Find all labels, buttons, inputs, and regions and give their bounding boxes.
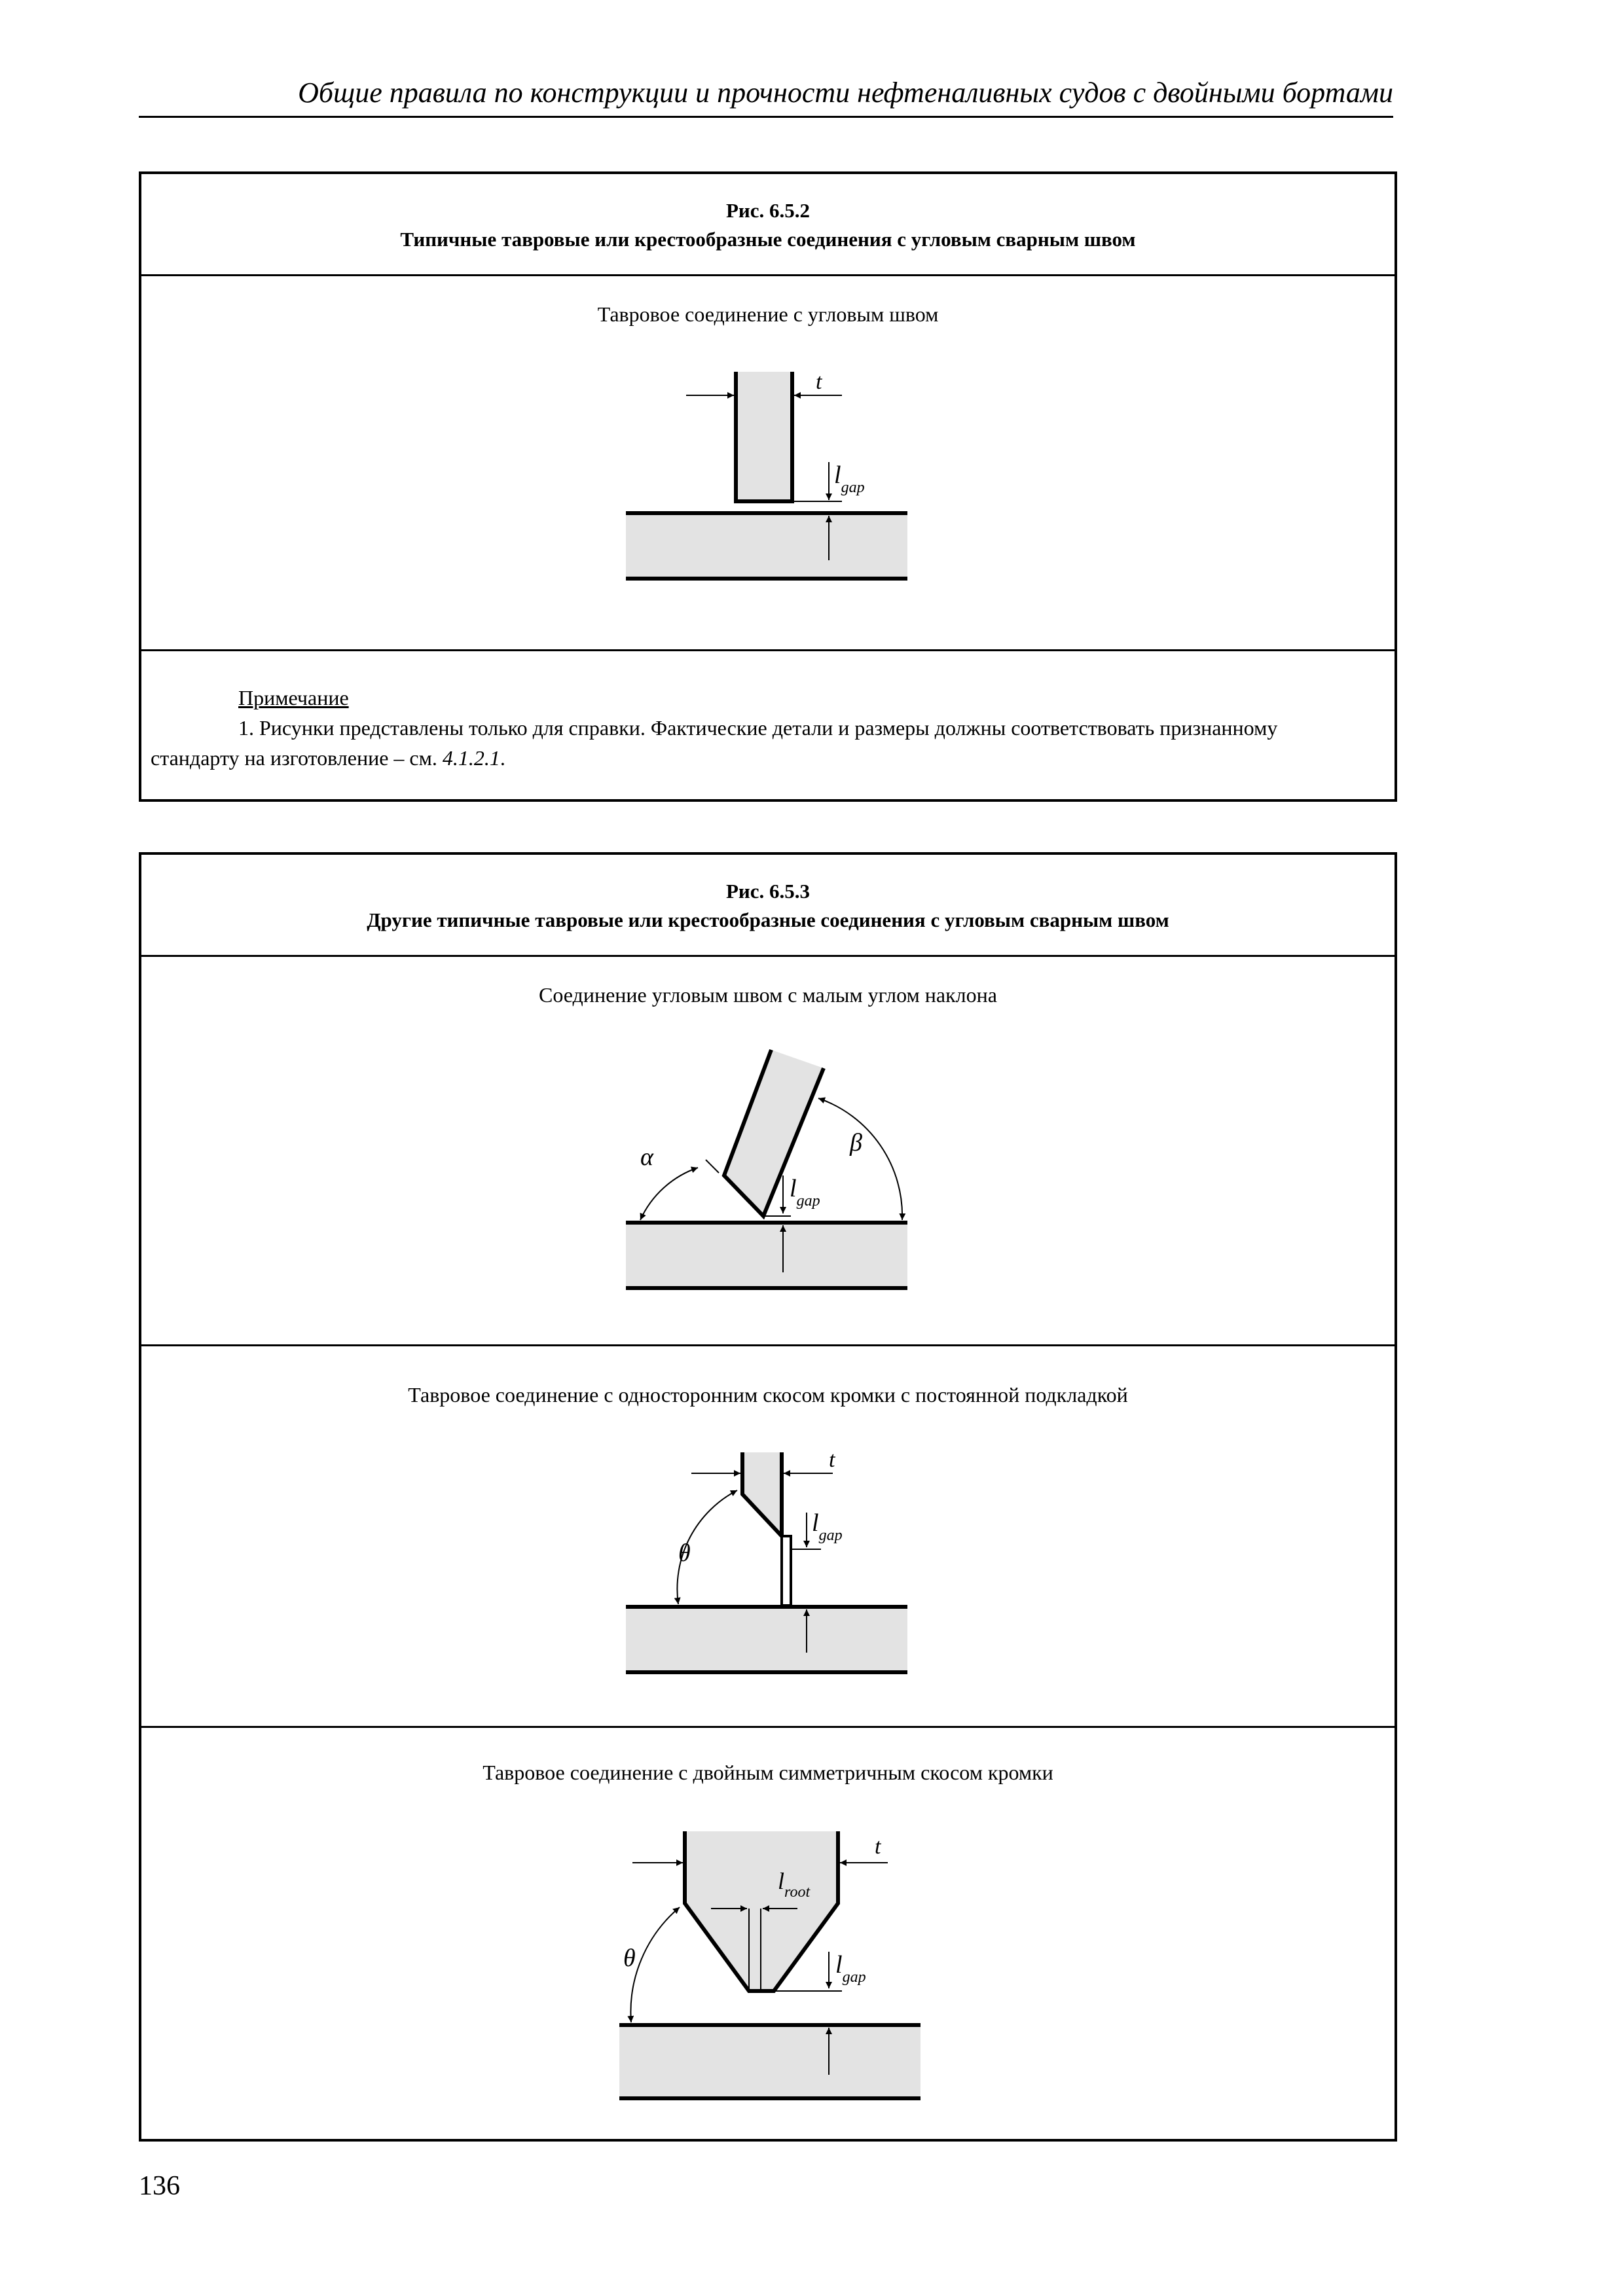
double-bevel-drawing [613, 1831, 953, 2119]
panel-double-bevel [141, 1728, 1395, 2139]
theta-label: θ [623, 1945, 636, 1972]
alpha-label: α [640, 1143, 653, 1171]
base-plate [626, 513, 907, 579]
gap-label: $l_{gap}$ [835, 1951, 866, 1986]
tee-fillet-drawing [619, 370, 921, 593]
beta-label: β [850, 1129, 862, 1157]
base-plate [626, 1607, 907, 1672]
figure-caption: Другие типичные тавровые или крестообразные соединения с угловым сварным швом [367, 908, 1169, 931]
web-plate [736, 372, 792, 501]
thickness-label: t [816, 370, 822, 394]
backing-strip [782, 1536, 791, 1605]
base-plate [626, 1223, 907, 1288]
thickness-label: t [875, 1835, 881, 1859]
theta-label: θ [678, 1539, 691, 1567]
panel-title: Тавровое соединение с угловым швом [597, 302, 939, 326]
figure-heading [141, 855, 1395, 957]
gap-label: $l_{gap}$ [834, 461, 865, 496]
figure-heading [141, 174, 1395, 276]
panel-tee-fillet [141, 276, 1395, 651]
section-reference: 4.1.2.1 [442, 746, 500, 770]
running-header [139, 71, 1393, 118]
figure-number: Рис. 6.5.2 [725, 199, 811, 222]
root-label: $l_{root}$ [778, 1868, 811, 1901]
gap-label: $l_{gap}$ [812, 1509, 843, 1544]
note-text-line-1: 1. Рисунки представлены только для справки. Фактические детали и размеры должны соответствовать признанному [238, 716, 1278, 740]
panel-title: Тавровое соединение с двойным симметричным скосом кромки [483, 1761, 1053, 1784]
figure-6-5-2 [139, 171, 1397, 802]
document-title: Общие правила по конструкции и прочности нефтеналивных судов с двойными бортами [298, 77, 1393, 109]
page-number: 136 [139, 2171, 180, 2201]
figure-note [141, 651, 1395, 799]
panel-title: Соединение угловым швом с малым углом наклона [539, 983, 997, 1007]
panel-single-bevel-backing [141, 1346, 1395, 1728]
gap-label: $l_{gap}$ [790, 1175, 820, 1210]
panel-small-angle-fillet [141, 957, 1395, 1346]
figure-6-5-3 [139, 852, 1397, 2142]
small-angle-fillet-drawing [600, 1045, 940, 1319]
single-bevel-drawing [613, 1452, 927, 1688]
thickness-label: t [829, 1452, 835, 1472]
header-rule [139, 116, 1393, 118]
figure-caption: Типичные тавровые или крестообразные соединения с угловым сварным швом [400, 228, 1136, 251]
inclined-plate [724, 1050, 824, 1216]
note-text-line-2: стандарту на изготовление – см. 4.1.2.1. [151, 746, 505, 770]
base-plate [619, 2025, 921, 2098]
figure-number: Рис. 6.5.3 [725, 880, 811, 903]
note-label: Примечание [238, 686, 349, 709]
panel-title: Тавровое соединение с односторонним скосом кромки с постоянной подкладкой [408, 1383, 1128, 1407]
